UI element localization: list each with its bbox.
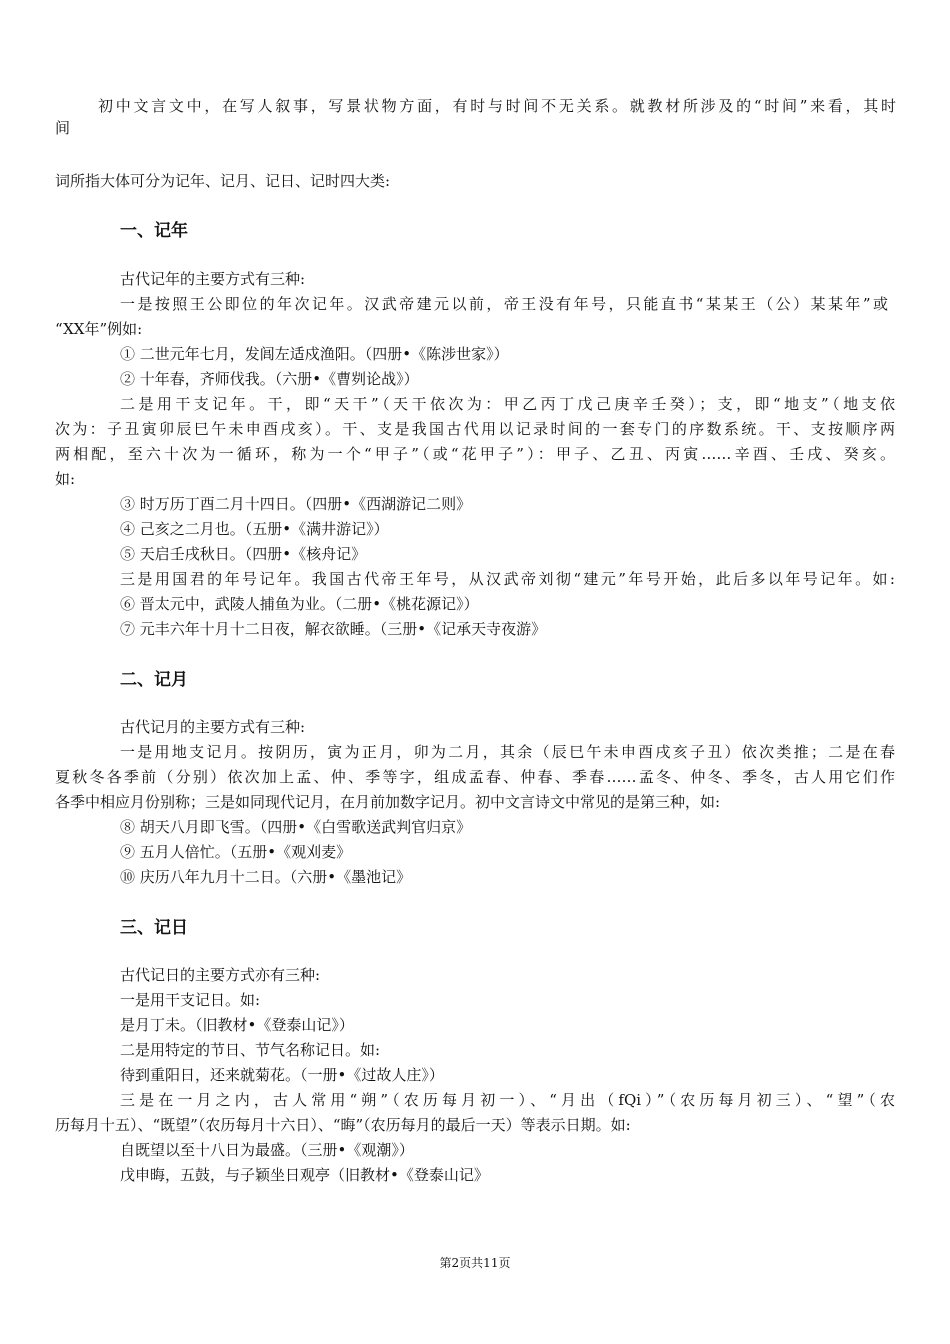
page-number-footer: 第2页共11页 — [439, 1256, 511, 1270]
example-line: ⑨ 五月人倍忙。（五册•《观刈麦》 — [120, 843, 352, 861]
example-line: 自既望以至十八日为最盛。（三册•《观潮》） — [120, 1141, 414, 1159]
example-line: 戊申晦，五鼓，与子颖坐日观亭（旧教材•《登泰山记》 — [120, 1166, 489, 1184]
paragraph-line: 如: — [55, 470, 76, 488]
example-line: ① 二世元年七月，发闾左适戍渔阳。（四册•《陈涉世家》） — [120, 345, 509, 363]
paragraph-line: 二是用干支记年。干，即“天干”（天干依次为：甲乙丙丁戊己庚辛壬癸）；支，即“地支”（地支依 — [120, 395, 895, 413]
section-heading-month: 二、记月 — [120, 670, 188, 690]
intro-line-3: 词所指大体可分为记年、记月、记日、记时四大类: — [55, 172, 391, 190]
example-line: 待到重阳日，还来就菊花。（一册•《过故人庄》） — [120, 1066, 444, 1084]
example-line: ⑤ 天启壬戌秋日。（四册•《核舟记》 — [120, 545, 367, 563]
example-line: ④ 己亥之二月也。（五册•《满井游记》） — [120, 520, 389, 538]
paragraph-line: “XX年”例如: — [55, 320, 143, 338]
paragraph-line: 各季中相应月份别称；三是如同现代记月，在月前加数字记月。初中文言诗文中常见的是第三种，如: — [55, 793, 721, 811]
section-heading-year: 一、记年 — [120, 221, 188, 241]
paragraph-line: 古代记年的主要方式有三种: — [120, 270, 306, 288]
paragraph-line: 历每月十五）、“既望”（农历每月十六日）、“晦”（农历每月的最后一天）等表示日期。如: — [55, 1116, 631, 1134]
example-line: ⑥ 晋太元中，武陵人捕鱼为业。（二册•《桃花源记》） — [120, 595, 479, 613]
example-line: ⑦ 元丰六年十月十二日夜，解衣欲睡。（三册•《记承天寺夜游》 — [120, 620, 547, 638]
paragraph-line: 一是用地支记月。按阴历，寅为正月，卯为二月，其余（辰巳午未申酉戌亥子丑）依次类推；二是在春 — [120, 743, 895, 761]
paragraph-line: 夏秋冬各季前（分别）依次加上孟、仲、季等字，组成孟春、仲春、季春……孟冬、仲冬、季冬，古人用它们作 — [55, 768, 895, 786]
example-line: ⑧ 胡天八月即飞雪。（四册•《白雪歌送武判官归京》 — [120, 818, 472, 836]
section-heading-day: 三、记日 — [120, 918, 188, 938]
example-line: ⑩ 庆历八年九月十二日。（六册•《墨池记》 — [120, 868, 412, 886]
paragraph-line: 三是在一月之内，古人常用“朔”（农历每月初一）、“月出（fQi）”（农历每月初三）、“望”（农 — [120, 1091, 895, 1109]
intro-line-2: 间 — [55, 119, 71, 137]
paragraph-line: 古代记月的主要方式有三种: — [120, 718, 306, 736]
paragraph-line: 三是用国君的年号记年。我国古代帝王年号，从汉武帝刘彻“建元”年号开始，此后多以年号记年。如: — [120, 570, 895, 588]
paragraph-line: 一是按照王公即位的年次记年。汉武帝建元以前，帝王没有年号，只能直书“某某王（公）某某年”或 — [120, 295, 888, 313]
paragraph-line: 一是用干支记日。如: — [120, 991, 261, 1009]
paragraph-line: 次为：子丑寅卯辰巳午未申酉戌亥）。干、支是我国古代用以记录时间的一套专门的序数系统。干、支按顺序两 — [55, 420, 895, 438]
paragraph-line: 古代记日的主要方式亦有三种: — [120, 966, 321, 984]
intro-line-1: 初中文言文中，在写人叙事，写景状物方面，有时与时间不无关系。就教材所涉及的“时间”来看，其时 — [98, 97, 896, 115]
paragraph-line: 二是用特定的节日、节气名称记日。如: — [120, 1041, 381, 1059]
example-line: ② 十年春，齐师伐我。（六册•《曹刿论战》） — [120, 370, 419, 388]
example-line: 是月丁未。（旧教材•《登泰山记》） — [120, 1016, 354, 1034]
paragraph-line: 两相配，至六十次为一循环，称为一个“甲子”（或“花甲子”）：甲子、乙丑、丙寅……辛酉、壬戌、癸亥。 — [55, 445, 895, 463]
example-line: ③ 时万历丁酉二月十四日。（四册•《西湖游记二则》 — [120, 495, 472, 513]
